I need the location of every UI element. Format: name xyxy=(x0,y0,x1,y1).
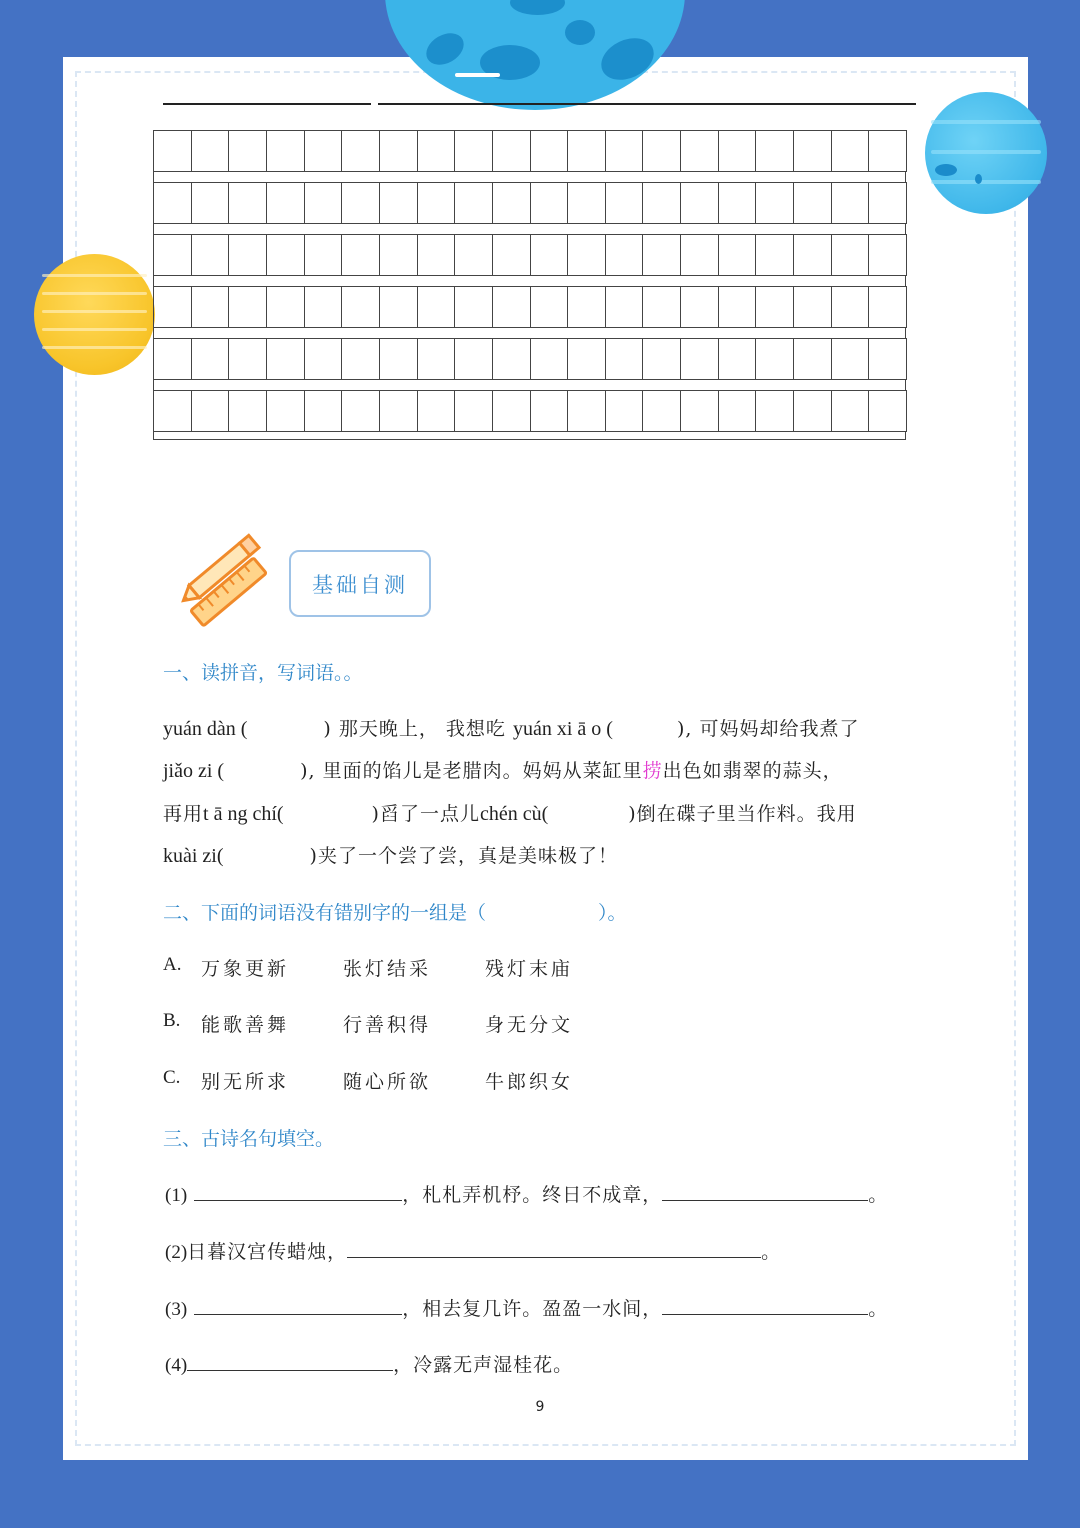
grid-cell[interactable] xyxy=(418,131,456,172)
grid-cell[interactable] xyxy=(606,339,644,380)
grid-cell[interactable] xyxy=(794,339,832,380)
sentence-text: ), 可妈妈却给我煮了 xyxy=(676,718,860,740)
grid-cell[interactable] xyxy=(380,235,418,276)
grid-cell[interactable] xyxy=(832,391,870,432)
fill-blank-line[interactable] xyxy=(194,1296,402,1315)
grid-cell[interactable] xyxy=(832,235,870,276)
fill-blank-line[interactable] xyxy=(662,1296,868,1315)
section2-heading-end: ）。 xyxy=(598,902,627,924)
grid-cell[interactable] xyxy=(756,235,794,276)
option-label[interactable]: C. xyxy=(163,1067,181,1088)
grid-cell[interactable] xyxy=(192,131,230,172)
grid-cell[interactable] xyxy=(719,391,757,432)
grid-cell[interactable] xyxy=(192,391,230,432)
grid-cell[interactable] xyxy=(493,235,531,276)
grid-cell[interactable] xyxy=(869,287,907,328)
grid-cell[interactable] xyxy=(342,131,380,172)
grid-cell[interactable] xyxy=(568,235,606,276)
grid-cell[interactable] xyxy=(154,183,192,224)
grid-cell[interactable] xyxy=(531,235,569,276)
option-word: 能歌善舞 xyxy=(201,1014,290,1036)
page-number: 9 xyxy=(535,1399,545,1415)
grid-cell[interactable] xyxy=(455,339,493,380)
grid-cell[interactable] xyxy=(493,183,531,224)
grid-cell[interactable] xyxy=(493,287,531,328)
fill-blank-line[interactable] xyxy=(187,1352,393,1371)
grid-cell[interactable] xyxy=(154,391,192,432)
grid-cell[interactable] xyxy=(229,339,267,380)
pinyin-yuandan: yuán dàn ( xyxy=(163,718,248,740)
grid-cell[interactable] xyxy=(380,131,418,172)
grid-cell[interactable] xyxy=(794,183,832,224)
grid-cell[interactable] xyxy=(267,235,305,276)
option-word: 别无所求 xyxy=(201,1071,290,1093)
grid-cell[interactable] xyxy=(305,131,343,172)
grid-cell[interactable] xyxy=(380,183,418,224)
section-badge: 基础自测 xyxy=(289,550,431,617)
grid-cell[interactable] xyxy=(455,287,493,328)
grid-cell[interactable] xyxy=(869,391,907,432)
grid-cell[interactable] xyxy=(568,339,606,380)
grid-cell[interactable] xyxy=(267,287,305,328)
grid-cell[interactable] xyxy=(794,391,832,432)
item-number: (4) xyxy=(165,1355,188,1376)
section2-heading xyxy=(163,898,627,925)
section2-heading-text: 二、下面的词语没有错别字的一组是（ xyxy=(163,902,487,924)
fill-blank-line[interactable] xyxy=(194,1182,402,1201)
grid-cell[interactable] xyxy=(493,339,531,380)
grid-cell[interactable] xyxy=(756,183,794,224)
grid-cell[interactable] xyxy=(794,131,832,172)
writing-grid-row[interactable] xyxy=(153,182,907,224)
section1-line3 xyxy=(163,799,857,826)
option-word: 牛郎织女 xyxy=(485,1071,574,1093)
writing-grid-row[interactable] xyxy=(153,338,907,380)
grid-cell[interactable] xyxy=(342,287,380,328)
grid-cell[interactable] xyxy=(681,339,719,380)
option-word: 身无分文 xyxy=(485,1014,574,1036)
grid-cell[interactable] xyxy=(681,131,719,172)
grid-cell[interactable] xyxy=(192,287,230,328)
grid-cell[interactable] xyxy=(305,391,343,432)
pinyin-yuanxiao: yuán xi ā o ( xyxy=(512,718,613,740)
grid-cell[interactable] xyxy=(568,131,606,172)
grid-cell[interactable] xyxy=(643,287,681,328)
option-label[interactable]: B. xyxy=(163,1010,181,1031)
grid-cell[interactable] xyxy=(719,339,757,380)
grid-cell[interactable] xyxy=(681,391,719,432)
section1-line2 xyxy=(163,756,843,783)
fill-blank-line[interactable] xyxy=(662,1182,868,1201)
sentence-text: 出色如翡翠的蒜头， xyxy=(662,760,843,782)
grid-cell[interactable] xyxy=(643,235,681,276)
grid-cell[interactable] xyxy=(794,235,832,276)
grid-cell[interactable] xyxy=(493,391,531,432)
grid-cell[interactable] xyxy=(418,287,456,328)
item-number: (3) xyxy=(165,1299,188,1320)
grid-cell[interactable] xyxy=(305,183,343,224)
grid-cell[interactable] xyxy=(418,391,456,432)
section1-heading: 一、读拼音，写词语。。 xyxy=(163,662,363,684)
sentence-text: ), 里面的馅儿是老腊肉。妈妈从菜缸里 xyxy=(300,760,643,782)
writing-grid-row[interactable] xyxy=(153,130,907,172)
poem-text: 。 xyxy=(761,1241,782,1263)
grid-cell[interactable] xyxy=(832,287,870,328)
grid-cell[interactable] xyxy=(267,131,305,172)
grid-cell[interactable] xyxy=(719,235,757,276)
poem-text: 。 xyxy=(868,1184,889,1206)
grid-cell[interactable] xyxy=(794,287,832,328)
grid-spacer xyxy=(153,380,906,390)
grid-cell[interactable] xyxy=(531,391,569,432)
grid-cell[interactable] xyxy=(719,287,757,328)
section1-line1 xyxy=(163,714,859,741)
grid-cell[interactable] xyxy=(681,183,719,224)
writing-grid-row[interactable] xyxy=(153,234,907,276)
grid-cell[interactable] xyxy=(380,391,418,432)
grid-cell[interactable] xyxy=(756,287,794,328)
grid-cell[interactable] xyxy=(606,183,644,224)
poem-text: ，札札弄机杼。终日不成章， xyxy=(402,1184,663,1206)
section3-heading: 三、古诗名句填空。 xyxy=(163,1128,335,1150)
item-number: (2) xyxy=(165,1242,188,1263)
grid-cell[interactable] xyxy=(455,235,493,276)
grid-cell[interactable] xyxy=(192,183,230,224)
grid-cell[interactable] xyxy=(832,131,870,172)
grid-cell[interactable] xyxy=(380,339,418,380)
grid-cell[interactable] xyxy=(229,131,267,172)
grid-cell[interactable] xyxy=(380,287,418,328)
grid-cell[interactable] xyxy=(455,131,493,172)
poem-item-4 xyxy=(165,1350,573,1377)
sentence-text: )倒在碟子里当作料。我用 xyxy=(628,803,857,825)
grid-spacer xyxy=(153,276,906,286)
yellow-planet-illustration xyxy=(34,254,155,375)
grid-cell[interactable] xyxy=(418,235,456,276)
grid-cell[interactable] xyxy=(531,183,569,224)
grid-cell[interactable] xyxy=(756,339,794,380)
highlighted-character: 捞 xyxy=(642,760,663,782)
grid-cell[interactable] xyxy=(606,391,644,432)
option-word: 行善积得 xyxy=(343,1014,432,1036)
grid-cell[interactable] xyxy=(305,235,343,276)
grid-cell[interactable] xyxy=(869,183,907,224)
grid-cell[interactable] xyxy=(643,183,681,224)
grid-cell[interactable] xyxy=(267,183,305,224)
grid-cell[interactable] xyxy=(455,391,493,432)
grid-cell[interactable] xyxy=(418,339,456,380)
pinyin-tangchi: t ā ng chí( xyxy=(203,803,284,825)
grid-cell[interactable] xyxy=(719,131,757,172)
writing-grid-row[interactable] xyxy=(153,390,907,432)
grid-cell[interactable] xyxy=(606,287,644,328)
grid-cell[interactable] xyxy=(531,287,569,328)
grid-cell[interactable] xyxy=(229,391,267,432)
option-word: 万象更新 xyxy=(201,958,290,980)
grid-cell[interactable] xyxy=(154,339,192,380)
grid-cell[interactable] xyxy=(154,235,192,276)
grid-cell[interactable] xyxy=(342,183,380,224)
poem-item-1 xyxy=(165,1180,888,1207)
pinyin-jiaozi: jiǎo zi ( xyxy=(163,760,225,782)
grid-cell[interactable] xyxy=(305,287,343,328)
grid-cell[interactable] xyxy=(229,287,267,328)
grid-spacer xyxy=(153,224,906,234)
grid-cell[interactable] xyxy=(869,339,907,380)
poem-text: 日暮汉宫传蜡烛， xyxy=(187,1241,348,1263)
grid-cell[interactable] xyxy=(832,339,870,380)
grid-spacer xyxy=(153,328,906,338)
sentence-text: 再用 xyxy=(163,803,204,825)
grid-spacer xyxy=(153,432,906,440)
sentence-text: )舀了一点儿 xyxy=(371,803,480,825)
grid-spacer xyxy=(153,172,906,182)
grid-cell[interactable] xyxy=(493,131,531,172)
sentence-text: ) 那天晚上， 我想吃 xyxy=(323,718,506,740)
option-word: 张灯结采 xyxy=(343,958,432,980)
grid-cell[interactable] xyxy=(342,339,380,380)
grid-cell[interactable] xyxy=(568,183,606,224)
grid-cell[interactable] xyxy=(756,131,794,172)
grid-cell[interactable] xyxy=(229,235,267,276)
grid-cell[interactable] xyxy=(869,131,907,172)
grid-cell[interactable] xyxy=(192,235,230,276)
name-blank-line[interactable] xyxy=(163,103,371,105)
blue-planet-right-illustration xyxy=(925,92,1047,214)
grid-cell[interactable] xyxy=(531,339,569,380)
grid-cell[interactable] xyxy=(869,235,907,276)
option-word: 随心所欲 xyxy=(343,1071,432,1093)
grid-cell[interactable] xyxy=(568,391,606,432)
grid-cell[interactable] xyxy=(643,131,681,172)
title-blank-line[interactable] xyxy=(378,103,916,105)
grid-cell[interactable] xyxy=(154,131,192,172)
grid-cell[interactable] xyxy=(342,235,380,276)
grid-cell[interactable] xyxy=(568,287,606,328)
grid-cell[interactable] xyxy=(606,235,644,276)
grid-cell[interactable] xyxy=(267,391,305,432)
poem-item-2 xyxy=(165,1237,781,1264)
option-word: 残灯末庙 xyxy=(485,958,574,980)
fill-blank-line[interactable] xyxy=(347,1239,761,1258)
grid-cell[interactable] xyxy=(418,183,456,224)
grid-cell[interactable] xyxy=(643,339,681,380)
poem-text: 。 xyxy=(868,1298,889,1320)
grid-cell[interactable] xyxy=(756,391,794,432)
grid-cell[interactable] xyxy=(342,391,380,432)
grid-cell[interactable] xyxy=(719,183,757,224)
grid-cell[interactable] xyxy=(681,287,719,328)
grid-cell[interactable] xyxy=(267,339,305,380)
section1-line4 xyxy=(163,841,618,868)
grid-cell[interactable] xyxy=(643,391,681,432)
grid-cell[interactable] xyxy=(681,235,719,276)
grid-cell[interactable] xyxy=(305,339,343,380)
grid-cell[interactable] xyxy=(455,183,493,224)
option-label[interactable]: A. xyxy=(163,954,182,975)
grid-cell[interactable] xyxy=(832,183,870,224)
item-number: (1) xyxy=(165,1185,188,1206)
grid-cell[interactable] xyxy=(531,131,569,172)
writing-grid-row[interactable] xyxy=(153,286,907,328)
poem-item-3 xyxy=(165,1294,888,1321)
grid-cell[interactable] xyxy=(606,131,644,172)
pencil-ruler-icon xyxy=(173,530,273,630)
grid-cell[interactable] xyxy=(154,287,192,328)
pinyin-kuaizi: kuài zi( xyxy=(163,845,224,867)
pinyin-chencu: chén cù( xyxy=(479,803,549,825)
grid-cell[interactable] xyxy=(192,339,230,380)
poem-text: ，相去复几许。盈盈一水间， xyxy=(402,1298,663,1320)
sentence-text: )夹了一个尝了尝，真是美味极了！ xyxy=(309,845,618,867)
grid-cell[interactable] xyxy=(229,183,267,224)
poem-text: ，冷露无声湿桂花。 xyxy=(393,1354,574,1376)
